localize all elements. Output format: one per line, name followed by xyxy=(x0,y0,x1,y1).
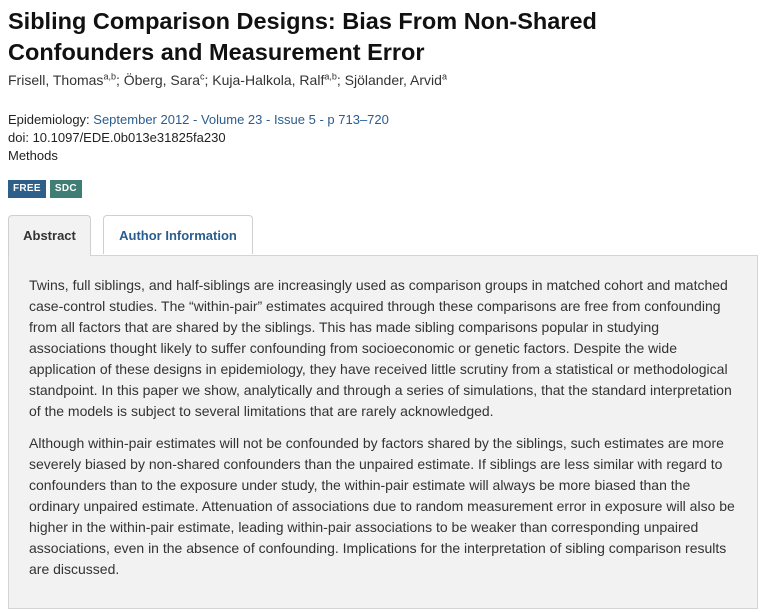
author-affiliation: c xyxy=(200,71,205,82)
author-name[interactable]: Kuja-Halkola, Ralf xyxy=(212,72,325,88)
author-name[interactable]: Sjölander, Arvid xyxy=(344,72,442,88)
abstract-paragraph-1: Twins, full siblings, and half-siblings are increasingly used as comparison groups in matched cohort and matched case-control studies. The “within-pair” estimates acquired through these comparisons are free from confounding from all factors that are shared by the siblings. This has made sibling comparisons popular in studying associations thought likely to suffer confounding from socioeconomic or genetic factors. Despite the wide application of these designs in epidemiology, they have received little scrutiny from a statistical or methodological standpoint. In this paper we show, analytically and through a series of simulations, that the standard interpretation of the models is subject to several limitations that are rarely acknowledged. xyxy=(29,277,732,419)
journal-label: Epidemiology: xyxy=(8,112,90,127)
free-badge: FREE xyxy=(8,180,46,198)
author-affiliation: a,b xyxy=(103,71,116,82)
issue-link[interactable]: September 2012 - Volume 23 - Issue 5 - p 713–720 xyxy=(93,112,389,127)
doi: doi: 10.1097/EDE.0b013e31825fa230 xyxy=(8,130,226,145)
tab-abstract[interactable]: Abstract xyxy=(8,215,91,256)
article-title: Sibling Comparison Designs: Bias From Non-Shared Confounders and Measurement Error xyxy=(8,8,597,65)
badge-row xyxy=(8,180,82,198)
article-meta xyxy=(8,111,389,165)
author-name[interactable]: Frisell, Thomas xyxy=(8,72,104,88)
author-affiliation: a xyxy=(441,71,447,82)
tab-author-information[interactable]: Author Information xyxy=(103,215,253,254)
abstract-paragraph-2: Although within-pair estimates will not be confounded by factors shared by the siblings, such estimates are more severely biased by non-shared confounders than the unpaired estimate. If siblings are less similar with regard to confounders than to the exposure under study, the within-pair estimate will always be more biased than the ordinary unpaired estimate. Attenuation of associations due to random measurement error in exposure will also be higher in the within-pair estimate, leading within-pair associations to be weaker than corresponding unpaired associations, even in the absence of confounding. Implications for the interpretation of sibling comparison results are discussed. xyxy=(29,435,735,577)
author-list: Frisell, Thomas$^{a,b}$; Öberg, Sara$^c$; Kuja-Halkola, Ralf$^{a,b}$; Sjölander, Arvid$^a$ xyxy=(8,71,447,88)
author-affiliation: a,b xyxy=(324,71,337,82)
author-name[interactable]: Öberg, Sara xyxy=(123,72,200,88)
abstract-panel xyxy=(8,255,758,609)
sdc-badge: SDC xyxy=(50,180,82,198)
article-section: Methods xyxy=(8,148,58,163)
